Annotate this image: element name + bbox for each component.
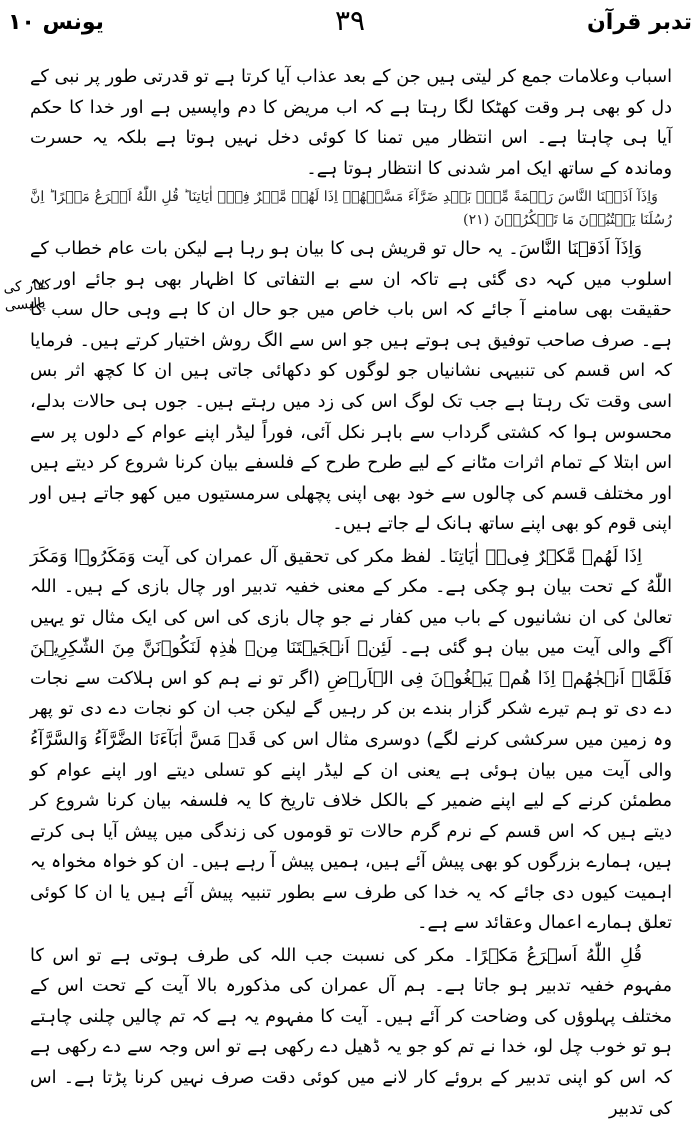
paragraph-commentary-1: وَاِذَآ اَذَقۡنَا النَّاسَ۔ یہ حال تو قریش ہی کا بیان ہو رہا ہے لیکن بات عام خطاب کے اسلوب میں کہہ دی گئی ہے تاکہ ان سے بے التفاتی کا اظہار بھی ہو جائے اور یہ حقیقت بھی سامنے آ جائے کہ اس باب خاص میں جو حال ان کا ہے وہی حال سب کا ہے۔ صرف صاحب توفیق ہی ہوتے ہیں جو اس سے الگ روش اختیار کرتے ہیں۔ فرمایا کہ اس قسم کی تنبیہی نشانیاں جو لوگوں کو دکھائی جاتی ہیں ان کا کچھ اثر بس اسی وقت تک رہتا ہے جب تک لوگ اس کی زد میں رہتے ہیں۔ جوں ہی حالات بدلے، محسوس ہوا کہ کشتی گرداب سے باہر نکل آئی، فوراً لیڈر اپنے عوام کے دلوں پر سے اس ابتلا کے تمام اثرات مٹانے کے لیے طرح طرح کے فلسفے بیان کرنا شروع کر دیتے ہیں اور مختلف قسم کی چالوں سے خود بھی اپنی پچھلی سرمستیوں میں کھو جاتے ہیں اور اپنی قوم کو بھی اپنے ساتھ ہانک لے جاتے ہیں۔ [30, 239, 672, 535]
margin-annotation: کفار کی پالیسی [2, 276, 52, 315]
page-number: ۳۹ [334, 4, 366, 37]
paragraph-intro: اسباب وعلامات جمع کر لیتی ہیں جن کے بعد عذاب آیا کرتا ہے تو قدرتی طور پر نبی کے دل کو بھی ہر وقت کھٹکا لگا رہتا ہے کہ اب مریض کا دم واپسیں ہے اور خدا کا حکم آیا ہی چاہتا ہے۔ اس انتظار میں تمنا کا کوئی دخل نہیں ہوتا ہے بلکہ یہ حسرت وماندہ کے ساتھ ایک امر شدنی کا انتظار ہوتا ہے۔ [30, 67, 672, 179]
quran-verse: وَاِذَآ اَذَقۡنَا النَّاسَ رَحۡمَةً مِّنۡۢ بَعۡدِ ضَرَّآءَ مَسَّتۡهُمۡ اِذَا لَهُمۡ مَّكۡرٌ فِیۡۤ اٰیَاتِنَا ؕ قُلِ اللّٰهُ اَسۡرَعُ مَكۡرًا ؕ اِنَّ رُسُلَنَا یَكۡتُبُوۡنَ مَا تَمۡكُرُوۡنَ (۲۱) [30, 189, 672, 229]
paragraph-commentary-2: اِذَا لَهُمۡ مَّكۡرٌ فِیۡۤ اٰیَاتِنَا۔ لفظ مکر کی تحقیق آل عمران کی آیت وَمَكَرُوۡا وَمَكَرَ اللّٰهُ کے تحت بیان ہو چکی ہے۔ مکر کے معنی خفیہ تدبیر اور چال بازی کے ہیں۔ اللہ تعالیٰ کی ان نشانیوں کے باب میں کفار نے جو چال بازی کی اس کی ایک مثال تو یہیں آگے والی آیت میں بیان ہو گئی ہے۔ لَئِنۡ اَنۡجَیۡتَنَا مِنۡ هٰذِهٖ لَنَكُوۡنَنَّ مِنَ الشّٰكِرِیۡنَ فَلَمَّاۤ اَنۡجٰهُمۡ اِذَا هُمۡ یَبۡغُوۡنَ فِی الۡاَرۡضِ (اگر تو نے ہم کو اس ہلاکت سے نجات دے دی تو ہم تیرے شکر گزار بندے بن کر رہیں گے لیکن جب ان کو نجات دے دی تو پھر وہ زمین میں سرکشی کرنے لگے) دوسری مثال اس کی قَدۡ مَسَّ اٰبَآءَنَا الضَّرَّآءُ وَالسَّرَّآءُ والی آیت میں بیان ہوئی ہے یعنی ان کے لیڈر اپنے کو تسلی دیتے اور اپنے عوام کو مطمئن کرنے کے لیے اپنے ضمیر کے بالکل خلاف تاریخ کا یہ فلسفہ بیان کرنا شروع کر دیتے ہیں کہ اس قسم کے نرم گرم حالات تو قوموں کی زندگی میں پیش آیا ہی کرتے ہیں، ہمارے بزرگوں کو بھی پیش آئے ہیں، ہمیں پیش آ رہے ہیں۔ ان کو خواہ مخواہ یہ اہمیت کیوں دی جائے کہ یہ خدا کی طرف سے بطور تنبیہ پیش آئے ہیں یا ان کا کوئی تعلق ہمارے اعمال وعقائد سے ہے۔ [30, 546, 672, 934]
page-header [8, 4, 692, 44]
page-body [30, 62, 672, 1133]
book-title: تدبر قرآن [587, 10, 692, 35]
paragraph-commentary-3: قُلِ اللّٰهُ اَسۡرَعُ مَكۡرًا۔ مکر کی نسبت جب اللہ کی طرف ہوتی ہے تو اس کا مفہوم خفیہ تدبیر ہو جاتا ہے۔ ہم آل عمران کی مذکورہ بالا آیت کے تحت اس کے مختلف پہلوؤں کی وضاحت کر آئے ہیں۔ آیت کا مفہوم یہ ہے کہ تم چالیں چلنی چاہتے ہو تو خوب چل لو، خدا نے تم کو جو یہ ڈھیل دے رکھی ہے تو اس وجہ سے دے رکھی ہے کہ اس کو اپنی تدبیر کے بروئے کار لانے میں کوئی دقت صرف نہیں کرنا پڑتا ہے۔ اس کی تدبیر [30, 945, 672, 1119]
surah-label: یونس ۱۰ [8, 10, 104, 35]
